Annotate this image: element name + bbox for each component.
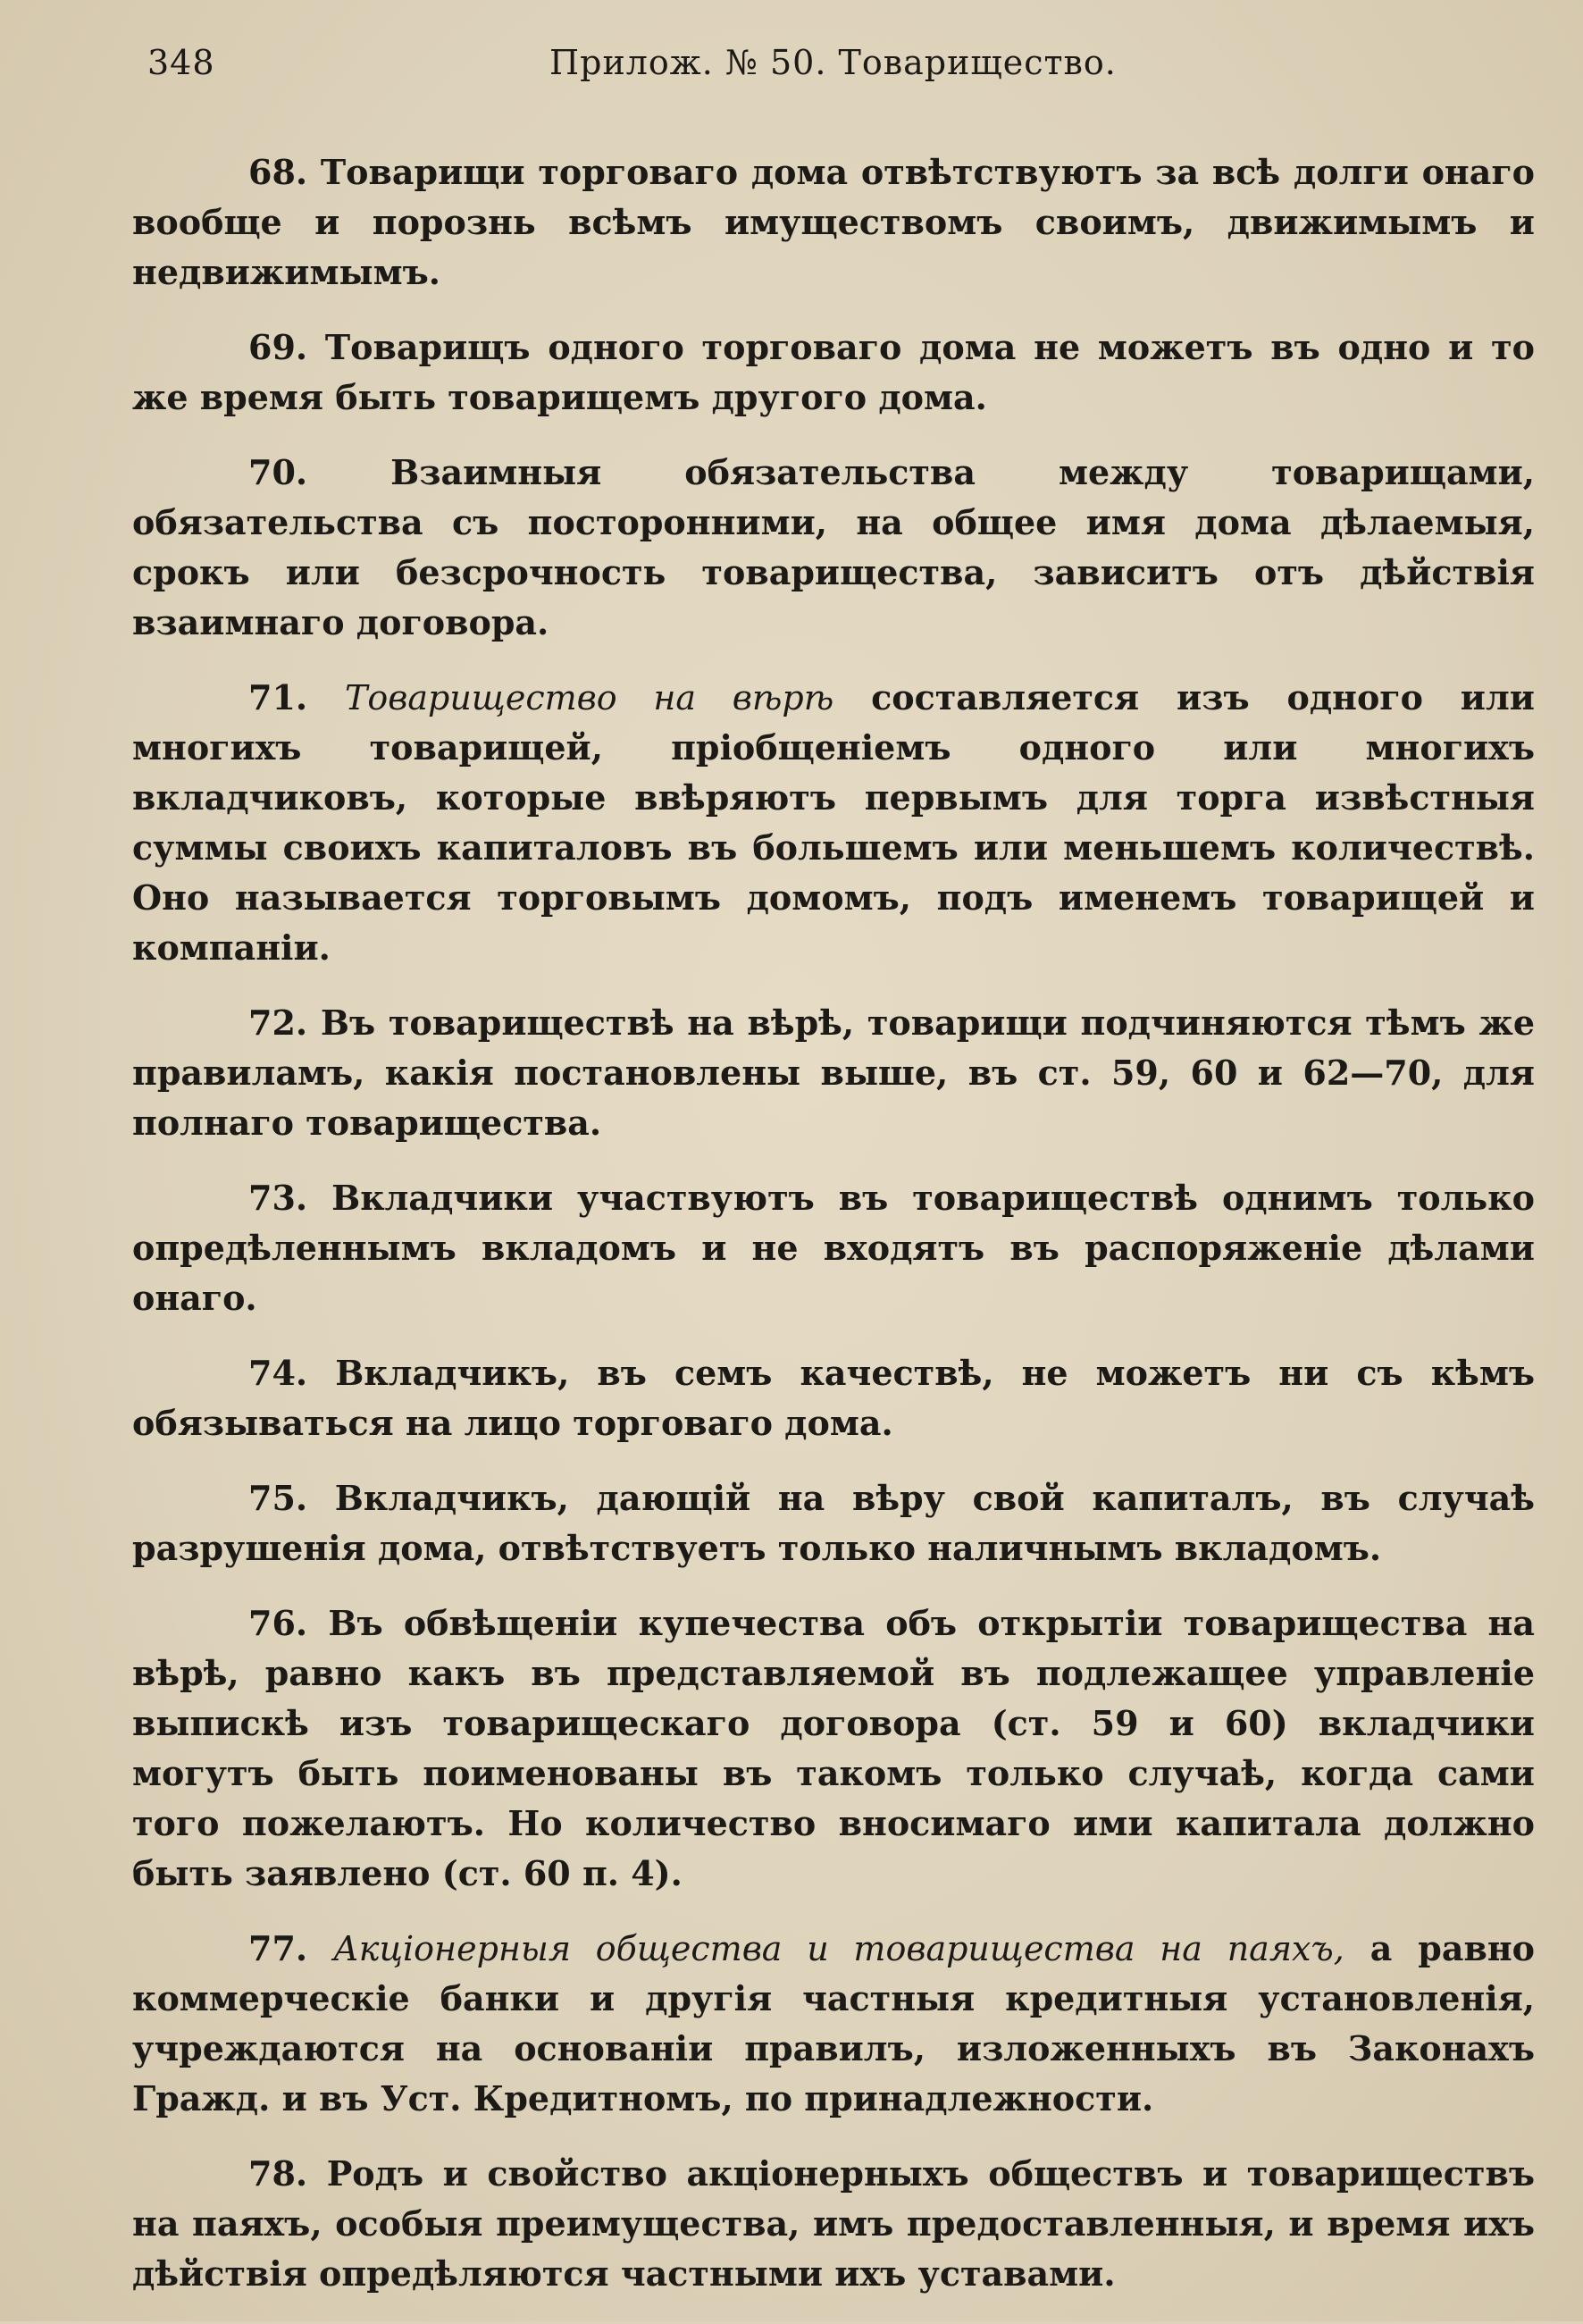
article-number: 75. bbox=[248, 1478, 308, 1518]
article-75 bbox=[132, 1473, 1535, 1573]
article-number: 78. bbox=[248, 2153, 308, 2194]
running-head bbox=[147, 43, 1130, 96]
article-68 bbox=[132, 147, 1535, 298]
page-body bbox=[132, 147, 1535, 2324]
article-lead-italic: Акціонерныя общества и товарищества на паяхъ, bbox=[333, 1929, 1344, 1968]
article-78 bbox=[132, 2149, 1535, 2299]
article-number: 73. bbox=[248, 1178, 308, 1218]
article-text: Въ обвѣщеніи купечества объ открытіи товарищества на вѣрѣ, равно какъ въ представляемой въ подлежащее управленіе выпискѣ изъ товарищескаго договора (ст. 59 и 60) вкладчики могутъ быть поименованы въ такомъ только случаѣ, когда сами того пожелаютъ. Но количество вносимаго ими капитала должно быть заявлено (ст. 60 п. 4). bbox=[132, 1603, 1535, 1893]
article-text: Товарищи торговаго дома отвѣтствуютъ за всѣ долги онаго вообще и порознь всѣмъ имуществомъ своимъ, движимымъ и недвижимымъ. bbox=[132, 152, 1535, 292]
article-text: Товарищъ одного торговаго дома не можетъ въ одно и то же время быть товарищемъ другого дома. bbox=[132, 327, 1535, 417]
article-76 bbox=[132, 1598, 1535, 1899]
article-text: Въ товариществѣ на вѣрѣ, товарищи подчиняются тѣмъ же правиламъ, какія постановлены выше, въ ст. 59, 60 и 62—70, для полнаго товарищества. bbox=[132, 1003, 1535, 1143]
article-74 bbox=[132, 1348, 1535, 1448]
page-number: 348 bbox=[147, 43, 215, 82]
article-73 bbox=[132, 1173, 1535, 1323]
article-text: Вкладчикъ, дающій на вѣру свой капиталъ, въ случаѣ разрушенія дома, отвѣтствуетъ только наличнымъ вкладомъ. bbox=[132, 1478, 1535, 1568]
article-number: 69. bbox=[248, 327, 308, 367]
article-lead-italic: Товарищество на вѣрѣ bbox=[345, 678, 834, 717]
article-number: 76. bbox=[248, 1603, 308, 1643]
article-text: составляется изъ одного или многихъ товарищей, пріобщеніемъ одного или многихъ вкладчиковъ, которые ввѣряютъ первымъ для торга извѣстныя суммы своихъ капиталовъ въ большемъ или меньшемъ количествѣ. Оно называется торговымъ домомъ, подъ именемъ товарищей и компаніи. bbox=[132, 677, 1535, 968]
article-text: а равно коммерческіе банки и другія частныя кредитныя установленія, учреждаются на основаніи правилъ, изложенныхъ въ Законахъ Гражд. и въ Уст. Кредитномъ, по принадлежности. bbox=[132, 1928, 1536, 2118]
article-text: Взаимныя обязательства между товарищами, обязательства съ посторонними, на общее имя дома дѣлаемыя, срокъ или безсрочность товарищества, зависитъ отъ дѣйствія взаимнаго договора. bbox=[132, 452, 1535, 642]
article-number: 77. bbox=[248, 1928, 308, 1968]
article-72 bbox=[132, 998, 1535, 1148]
article-number: 68. bbox=[248, 152, 308, 192]
article-70 bbox=[132, 448, 1535, 648]
article-69 bbox=[132, 323, 1535, 423]
article-text: Вкладчикъ, въ семъ качествѣ, не можетъ ни съ кѣмъ обязываться на лицо торговаго дома. bbox=[132, 1353, 1536, 1443]
article-77 bbox=[132, 1924, 1535, 2124]
article-71 bbox=[132, 673, 1535, 973]
article-number: 71. bbox=[248, 677, 308, 717]
article-number: 72. bbox=[248, 1003, 308, 1043]
article-text: Вкладчики участвуютъ въ товариществѣ однимъ только опредѣленнымъ вкладомъ и не входятъ въ распоряженіе дѣлами онаго. bbox=[132, 1178, 1535, 1318]
article-number: 74. bbox=[248, 1353, 308, 1393]
running-title: Прилож. № 50. Товарищество. bbox=[549, 43, 1117, 82]
article-number: 70. bbox=[248, 452, 308, 492]
article-text: Родъ и свойство акціонерныхъ обществъ и товариществъ на паяхъ, особыя преимущества, имъ предоставленныя, и время ихъ дѣйствія опредѣляются частными ихъ уставами. bbox=[132, 2153, 1535, 2294]
